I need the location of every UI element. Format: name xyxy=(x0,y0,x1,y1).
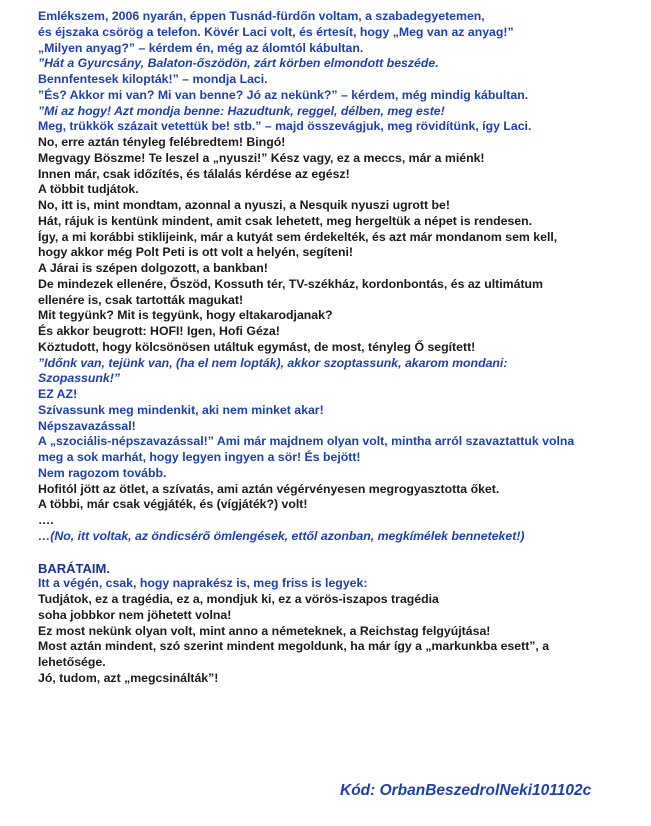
text-line: Hát, rájuk is kentünk mindent, amit csak lehetett, meg hergeltük a népet is rendesen. xyxy=(38,213,533,228)
text-line: A többi, már csak végjáték, és (vígjáték?) volt! xyxy=(38,497,308,512)
text-line: Jó, tudom, azt „megcsinálták”! xyxy=(38,670,219,685)
text-line: Szívassunk meg mindenkit, aki nem minket akar! xyxy=(38,402,324,417)
text-line: ”Időnk van, tejünk van, (ha el nem lopták), akkor szoptassunk, akarom mondani: xyxy=(38,355,508,370)
document-code: Kód: OrbanBeszedrolNeki101102c xyxy=(340,782,592,799)
text-line: „Milyen anyag?” – kérdem én, még az álomtól kábultan. xyxy=(38,40,364,55)
text-line: lehetősége. xyxy=(38,655,106,669)
text-line: ”És? Akkor mi van? Mi van benne? Jó az nekünk?” – kérdem, még mindig kábultan. xyxy=(38,87,529,102)
text-line: Bennfentesek kilopták!” – mondja Laci. xyxy=(38,72,268,86)
text-line: …. xyxy=(38,513,54,527)
blank-line xyxy=(38,545,644,561)
text-line: De mindezek ellenére, Őszöd, Kossuth tér, TV-székház, kordonbontás, és az ultimátum xyxy=(38,276,543,291)
text-line: A többit tudjátok. xyxy=(38,182,139,197)
text-line: Köztudott, hogy kölcsönösen utáltuk egymást, de most, tényleg Ő segített! xyxy=(38,339,476,354)
text-line: és éjszaka csörög a telefon. Kövér Laci volt, és értesít, hogy „Meg van az anyag!” xyxy=(38,24,514,39)
document-body xyxy=(38,9,644,687)
text-line: BARÁTAIM. xyxy=(38,560,110,576)
text-line: Megvagy Böszme! Te leszel a „nyuszi!” Kész vagy, ez a meccs, már a miénk! xyxy=(38,150,485,165)
text-line: Tudjátok, ez a tragédia, ez a, mondjuk ki, ez a vörös-iszapos tragédia xyxy=(38,592,439,606)
text-line: Szopassunk!” xyxy=(38,371,120,386)
text-line: Innen már, csak időzítés, és tálalás kérdése az egész! xyxy=(38,166,350,181)
text-line: Hofitól jött az ötlet, a szívatás, ami aztán végérvényesen megrogyasztotta őket. xyxy=(38,481,500,496)
text-line: Népszavazással! xyxy=(38,418,136,433)
text-line: Itt a végén, csak, hogy naprakész is, meg friss is legyek: xyxy=(38,576,368,591)
text-line: ”Hát a Gyurcsány, Balaton-őszödön, zárt körben elmondott beszéde. xyxy=(38,56,439,71)
text-line: Emlékszem, 2006 nyarán, éppen Tusnád-fürdőn voltam, a szabadegyetemen, xyxy=(38,9,485,23)
text-line: Mit tegyünk? Mit is tegyünk, hogy eltakarodjanak? xyxy=(38,308,333,323)
text-line: Most aztán mindent, szó szerint mindent megoldunk, ha már így a „markunkba esett”, a xyxy=(38,639,550,654)
text-line: Nem ragozom tovább. xyxy=(38,465,167,480)
text-line: meg a sok marhát, hogy legyen ingyen a sör! És bejött! xyxy=(38,450,361,464)
text-line: No, itt is, mint mondtam, azonnal a nyuszi, a Nesquik nyuszi ugrott be! xyxy=(38,198,450,212)
text-line: …(No, itt voltak, az öndicsérő ömlengések, ettől azonban, megkímélek benneteket!) xyxy=(38,528,525,543)
text-line: ellenére is, csak tartották magukat! xyxy=(38,292,244,307)
text-line: soha jobbkor nem jöhetett volna! xyxy=(38,607,232,622)
text-line: A Járai is szépen dolgozott, a bankban! xyxy=(38,261,268,275)
text-line: Meg, trükkök százait vetettük be! stb.” – majd összevágjuk, meg rövidítünk, így Laci. xyxy=(38,119,532,134)
text-line: Ez most nekünk olyan volt, mint anno a németeknek, a Reichstag felgyújtása! xyxy=(38,623,491,638)
text-line: hogy akkor még Polt Peti is ott volt a helyén, segíteni! xyxy=(38,245,354,260)
text-line: Így, a mi korábbi stiklijeink, már a kutyát sem érdekelték, és azt már mondanom sem kell, xyxy=(38,229,558,244)
text-line: ”Mi az hogy! Azt mondja benne: Hazudtunk, reggel, délben, meg este! xyxy=(38,103,445,118)
text-line: A „szociális-népszavazással!” Ami már majdnem olyan volt, mintha arról szavaztattuk volna xyxy=(38,434,575,449)
text-line: És akkor beugrott: HOFI! Igen, Hofi Géza! xyxy=(38,324,280,338)
text-line: No, erre aztán tényleg felébredtem! Bingó! xyxy=(38,135,286,149)
text-line: EZ AZ! xyxy=(38,387,78,401)
